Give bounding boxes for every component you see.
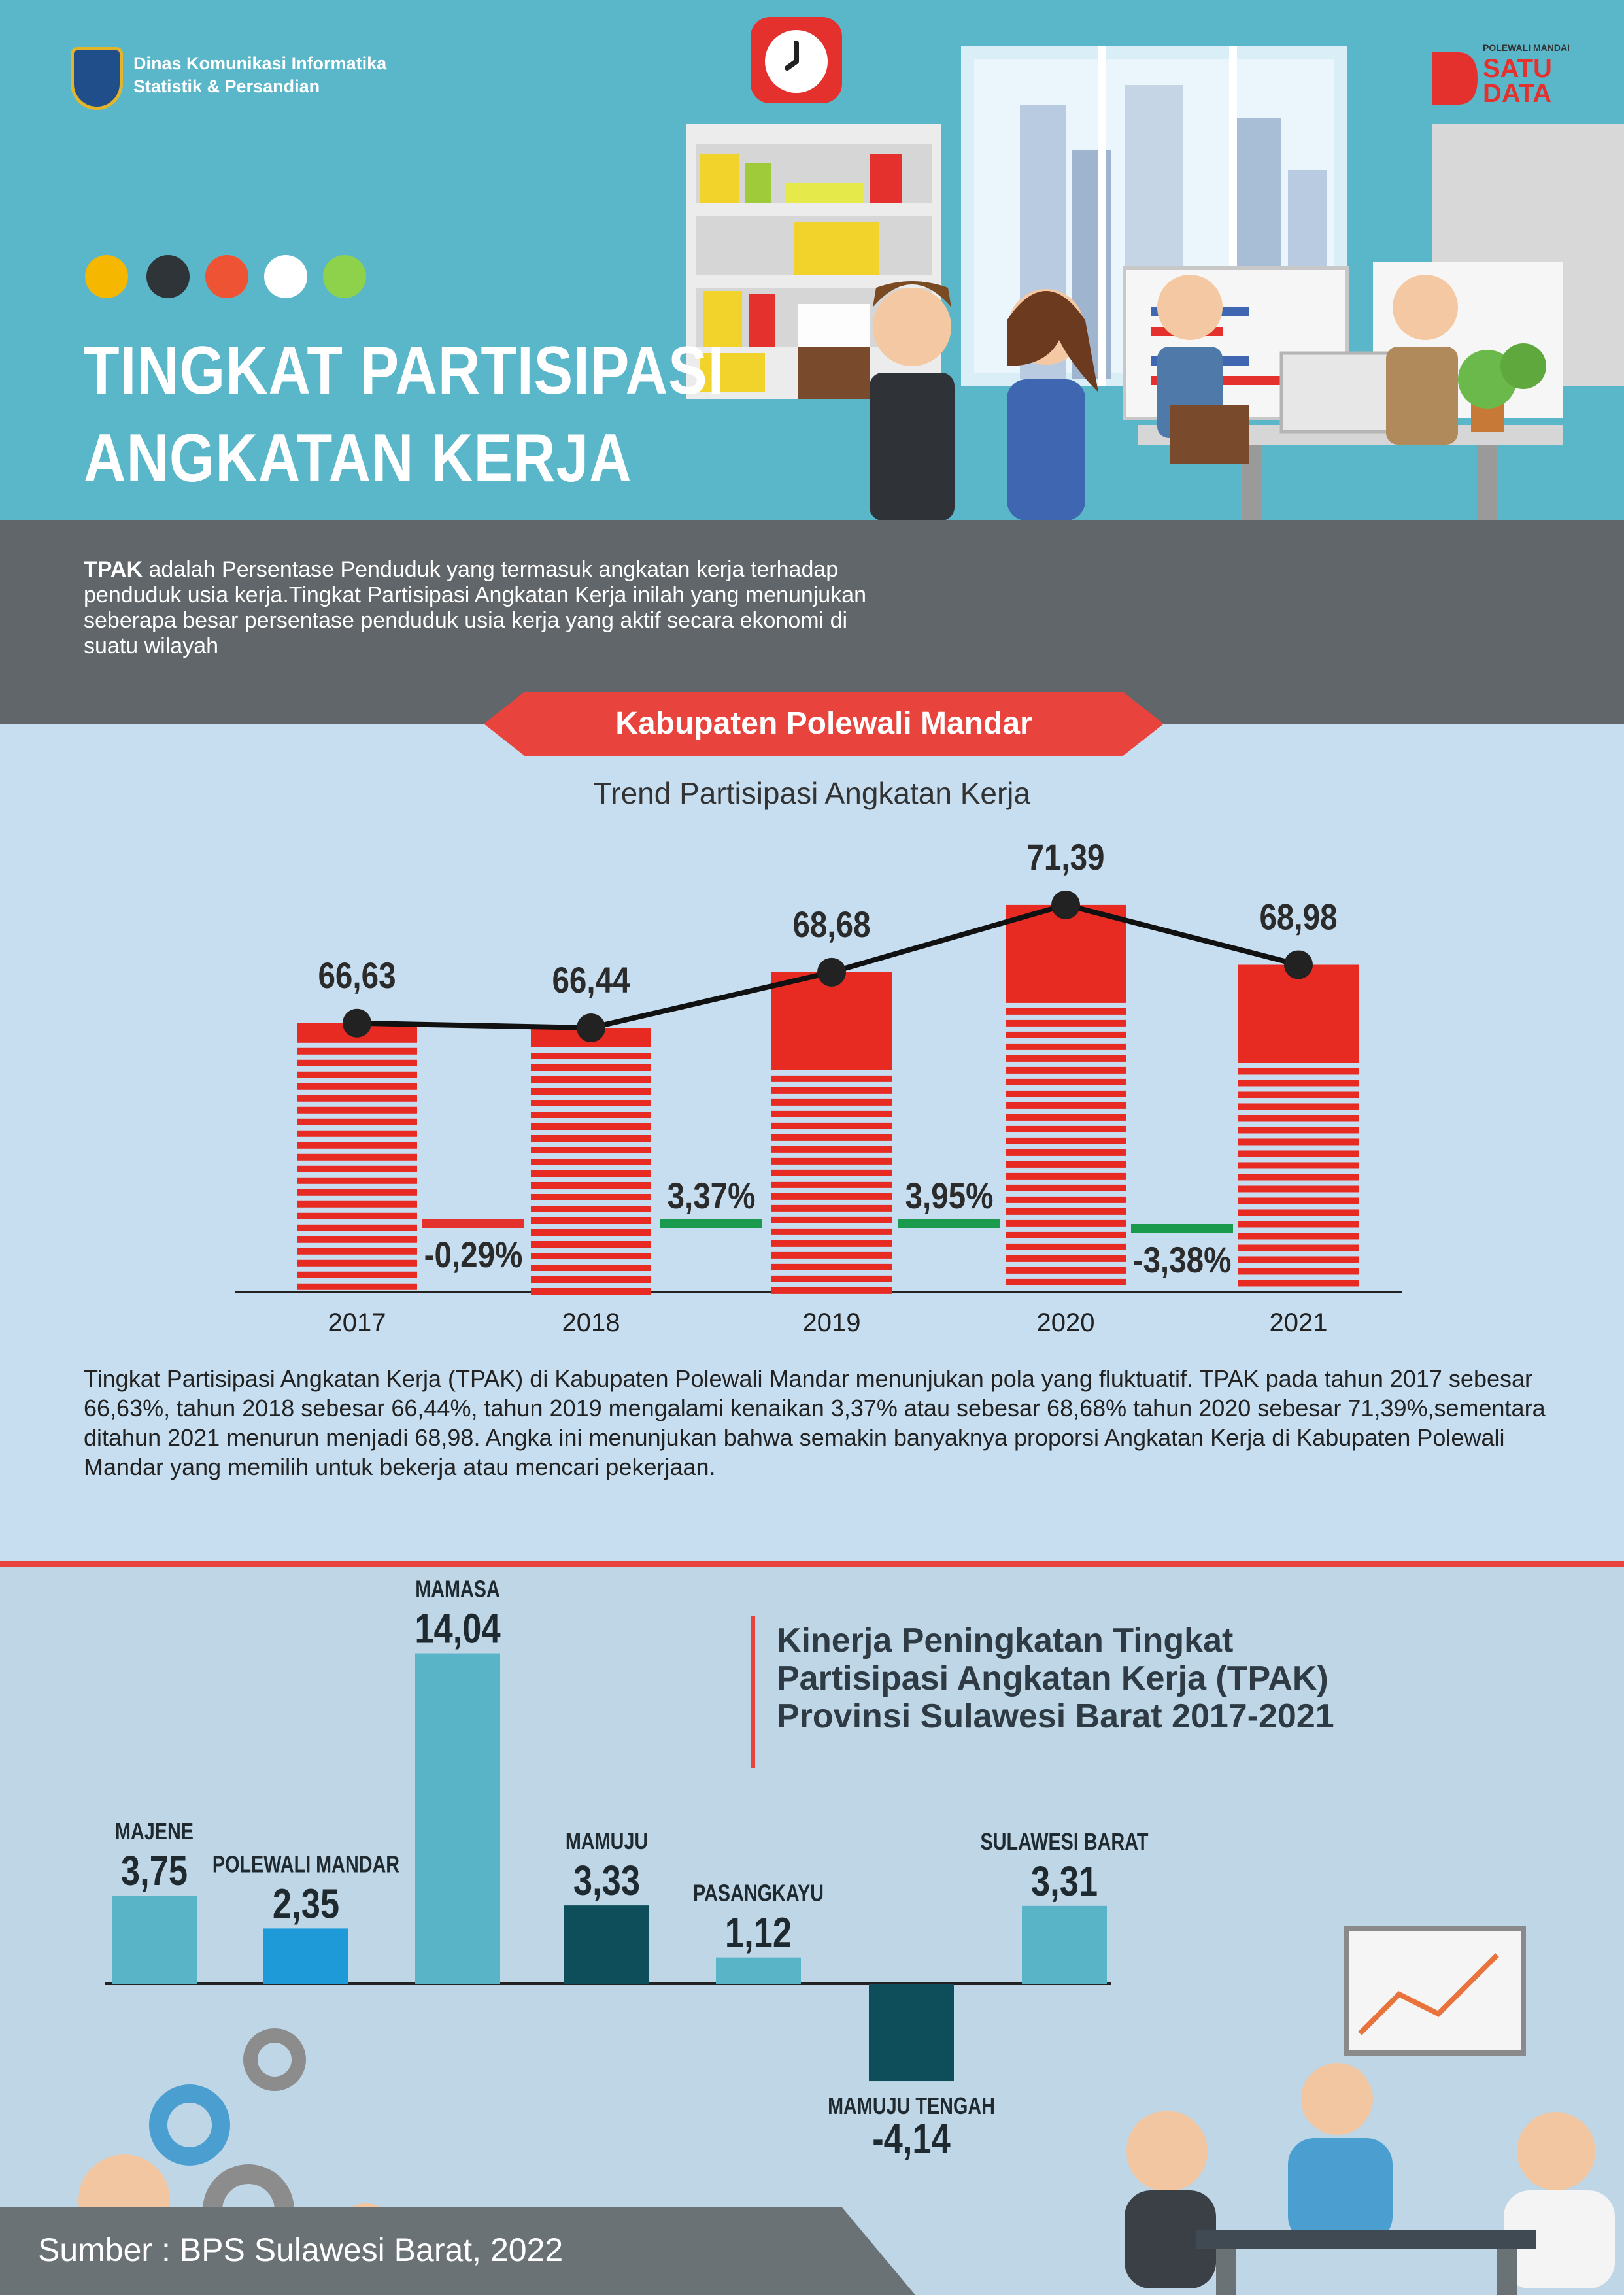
trend-point (577, 1013, 605, 1042)
bar-stripe (531, 1076, 651, 1083)
bar-stripe (771, 1287, 892, 1294)
change-indicator (660, 1176, 762, 1228)
bar-stripe (771, 1158, 892, 1164)
bar-stripe (1238, 1127, 1359, 1133)
bar-stripe (1006, 1267, 1126, 1274)
bar-stripe (771, 1111, 892, 1117)
agency-logo (71, 47, 123, 110)
change-bar (1131, 1224, 1233, 1233)
bar-stripe (531, 1182, 651, 1189)
trend-point (343, 1009, 371, 1038)
bar-stripe (1238, 1068, 1359, 1074)
region-banner-label: Kabupaten Polewali Mandar (615, 706, 1032, 741)
bar-stripe (1006, 1044, 1126, 1050)
bar-stripe (771, 1087, 892, 1094)
bar-stripe (1238, 1080, 1359, 1086)
page-title (84, 327, 724, 502)
change-label: 3,37% (667, 1176, 756, 1217)
bar-mamasa (415, 1654, 500, 1984)
bar-solid (771, 972, 892, 1070)
bar-stripe (1238, 1244, 1359, 1251)
change-label: -3,38% (1132, 1240, 1232, 1281)
bar-stripe (1238, 1138, 1359, 1145)
bar-2018 (531, 1028, 651, 1295)
category-label: SULAWESI BARAT (980, 1828, 1149, 1855)
bar-stripe (531, 1170, 651, 1177)
bar-stripe (297, 1154, 417, 1161)
bar-stripe (531, 1288, 651, 1295)
bar-stripe (531, 1241, 651, 1248)
bar-stripe (1006, 1185, 1126, 1191)
bar-stripe (297, 1130, 417, 1137)
category-label: MAMUJU (565, 1827, 649, 1854)
bar-stripe (1238, 1209, 1359, 1216)
trend-chart (0, 811, 1624, 1334)
data-label: 1,12 (724, 1909, 792, 1956)
bar-stripe (1238, 1162, 1359, 1168)
data-label: 71,39 (1026, 837, 1105, 878)
bar-2017 (297, 1023, 417, 1290)
bar-stripe (771, 1193, 892, 1200)
bar-stripe (1238, 1268, 1359, 1274)
bar-stripe (1006, 1220, 1126, 1227)
change-label: 3,95% (905, 1176, 994, 1217)
bar-stripe (1006, 1197, 1126, 1203)
intro-term: TPAK (84, 557, 143, 582)
data-label: 66,44 (552, 960, 630, 1001)
bar-mamuju-tengah (869, 1984, 954, 2081)
intro-text (84, 557, 894, 659)
title-line2: ANGKATAN KERJA (84, 420, 632, 496)
bar-stripe (1006, 1279, 1126, 1285)
bar-stripe (297, 1272, 417, 1278)
data-label: 2,35 (272, 1880, 340, 1928)
bar-stripe (1006, 1032, 1126, 1038)
satu-data-mark-icon (1432, 39, 1569, 105)
bar-stripe (297, 1213, 417, 1219)
brand-small: POLEWALI MANDAR (1483, 42, 1569, 53)
bar-stripe (771, 1264, 892, 1270)
color-dot (205, 255, 248, 298)
category-label: PASANGKAYU (693, 1879, 824, 1907)
bar-stripe (771, 1099, 892, 1106)
change-indicator (422, 1219, 524, 1276)
brand-line1: SATU (1483, 54, 1552, 83)
province-title-line3: Provinsi Sulawesi Barat 2017-2021 (777, 1697, 1334, 1735)
x-tick-label: 2019 (802, 1308, 861, 1334)
trend-point (1051, 891, 1080, 919)
intro-definition: adalah Persentase Penduduk yang termasuk angkatan kerja terhadap penduduk usia kerja.Tingkat Partisipasi Angkatan Kerja inilah yang menunjukan seberapa besar persentase penduduk usia kerja yang aktif secara ekonomi di suatu wilayah (84, 557, 867, 658)
data-label: 68,68 (792, 904, 871, 945)
bar-stripe (1238, 1103, 1359, 1110)
category-label: MAMASA (415, 1575, 500, 1603)
bar-stripe (297, 1225, 417, 1231)
bar-stripe (771, 1217, 892, 1223)
category-label: POLEWALI MANDAR (212, 1850, 400, 1878)
bar-stripe (297, 1178, 417, 1184)
bar-stripe (1238, 1091, 1359, 1098)
data-label: -4,14 (872, 2116, 951, 2163)
category-label: MAMUJU TENGAH (828, 2092, 995, 2119)
bar-pasangkayu (716, 1958, 801, 1984)
data-label: 14,04 (414, 1605, 501, 1652)
bar-stripe (531, 1112, 651, 1118)
trend-point (817, 958, 846, 987)
header-panel (0, 0, 1624, 520)
bar-stripe (1238, 1185, 1359, 1192)
bar-stripe (1238, 1221, 1359, 1227)
bar-majene (112, 1896, 197, 1984)
province-chart (0, 1563, 1624, 2295)
bar-stripe (531, 1123, 651, 1130)
bar-stripe (1006, 1232, 1126, 1238)
x-tick-label: 2021 (1269, 1308, 1328, 1334)
bar-stripe (531, 1276, 651, 1283)
bar-2021 (1238, 964, 1359, 1286)
bar-stripe (1006, 1161, 1126, 1168)
agency-name (133, 52, 386, 98)
bar-stripe (771, 1146, 892, 1153)
bar-stripe (297, 1260, 417, 1266)
bar-stripe (1238, 1256, 1359, 1263)
agency-name-line1: Dinas Komunikasi Informatika (133, 54, 387, 73)
bar-stripe (1006, 1138, 1126, 1144)
brand-line2: DATA (1483, 79, 1552, 105)
bar-stripe (1238, 1197, 1359, 1204)
bar-mamuju (564, 1905, 649, 1984)
province-title-line1: Kinerja Peningkatan Tingkat (777, 1622, 1234, 1659)
change-bar (660, 1219, 762, 1228)
color-dot (85, 255, 128, 298)
bar-stripe (531, 1147, 651, 1153)
bar-stripe (531, 1053, 651, 1059)
bar-stripe (531, 1064, 651, 1071)
data-label: 68,98 (1259, 896, 1338, 938)
bar-solid (1238, 964, 1359, 1062)
bar-stripe (1238, 1115, 1359, 1121)
change-bar (898, 1219, 1000, 1228)
bar-stripe (297, 1166, 417, 1172)
data-label: 3,75 (120, 1848, 188, 1895)
bar-stripe (1006, 1208, 1126, 1215)
source-label: Sumber : BPS Sulawesi Barat, 2022 (38, 2232, 564, 2268)
data-label: 66,63 (318, 955, 396, 996)
bar-stripe (531, 1253, 651, 1259)
clock-face (765, 30, 828, 93)
bar-stripe (531, 1159, 651, 1165)
bar-sulawesi-barat (1022, 1906, 1107, 1984)
bar-stripe (1006, 1008, 1126, 1015)
agency-name-line2: Statistik & Persandian (133, 76, 320, 96)
bar-stripe (297, 1095, 417, 1102)
bar-stripe (771, 1240, 892, 1247)
bar-stripe (771, 1229, 892, 1235)
bar-stripe (1006, 1149, 1126, 1156)
bar-stripe (531, 1135, 651, 1142)
bar-stripe (1006, 1255, 1126, 1262)
bar-stripe (531, 1206, 651, 1212)
bar-stripe (297, 1189, 417, 1196)
bar-stripe (531, 1100, 651, 1106)
bar-stripe (531, 1265, 651, 1271)
bar-stripe (297, 1107, 417, 1114)
bar-2020 (1006, 905, 1126, 1285)
bar-stripe (1006, 1244, 1126, 1250)
bar-stripe (771, 1170, 892, 1176)
satu-data-logo (1432, 39, 1569, 105)
bar-2019 (771, 972, 892, 1294)
bar-stripe (1238, 1280, 1359, 1286)
bar-stripe (771, 1252, 892, 1259)
bar-stripe (1238, 1150, 1359, 1157)
bar-stripe (771, 1076, 892, 1082)
bar-stripe (771, 1134, 892, 1141)
bar-stripe (1238, 1174, 1359, 1180)
change-indicator (898, 1176, 1000, 1228)
color-dot (146, 255, 190, 298)
bar-stripe (297, 1284, 417, 1290)
bar-stripe (297, 1060, 417, 1066)
bar-stripe (1006, 1091, 1126, 1097)
color-dot (323, 255, 366, 298)
x-tick-label: 2018 (562, 1308, 620, 1334)
title-line1: TINGKAT PARTISIPASI (84, 333, 725, 409)
bar-stripe (297, 1248, 417, 1255)
bar-stripe (771, 1276, 892, 1282)
trend-point (1284, 950, 1313, 979)
trend-chart-title: Trend Partisipasi Angkatan Kerja (593, 776, 1031, 810)
bar-stripe (531, 1217, 651, 1224)
bar-stripe (1006, 1067, 1126, 1074)
x-tick-label: 2017 (328, 1308, 386, 1334)
color-dot (264, 255, 307, 298)
bar-stripe (531, 1088, 651, 1095)
bar-stripe (1006, 1020, 1126, 1027)
bar-stripe (1006, 1055, 1126, 1062)
province-title-line2: Partisipasi Angkatan Kerja (TPAK) (777, 1659, 1328, 1697)
bar-stripe (297, 1072, 417, 1078)
change-bar (422, 1219, 524, 1228)
trend-description: Tingkat Partisipasi Angkatan Kerja (TPAK) di Kabupaten Polewali Mandar menunjukan pola yang fluktuatif. TPAK pada tahun 2017 sebesar 66,63%, tahun 2018 sebesar 66,44%, tahun 2019 mengalami kenaikan 3,37% atau sebesar 68,68% tahun 2020 sebesar 71,39%,sementara ditahun 2021 menurun menjadi 68,98. Angka ini menunjukan bahwa semakin banyaknya proporsi Angkatan Kerja di Kabupaten Polewali Mandar yang memilih untuk bekerja atau mencari pekerjaan. (84, 1365, 1546, 1480)
change-label: -0,29% (424, 1234, 523, 1276)
bar-stripe (297, 1048, 417, 1055)
bar-stripe (297, 1119, 417, 1125)
bar-polewali-mandar (263, 1928, 348, 1984)
bar-stripe (1238, 1232, 1359, 1239)
bar-stripe (297, 1142, 417, 1149)
bar-stripe (1006, 1079, 1126, 1085)
bar-stripe (1006, 1126, 1126, 1132)
bar-stripe (297, 1083, 417, 1090)
bar-stripe (771, 1205, 892, 1212)
data-label: 3,33 (573, 1858, 641, 1905)
data-label: 3,31 (1030, 1858, 1098, 1905)
bar-stripe (1006, 1173, 1126, 1180)
category-label: MAJENE (115, 1817, 194, 1844)
clock-hands-icon (765, 30, 828, 93)
bar-stripe (297, 1201, 417, 1208)
bar-stripe (531, 1194, 651, 1200)
change-indicator (1131, 1224, 1233, 1281)
x-tick-label: 2020 (1036, 1308, 1095, 1334)
bar-stripe (297, 1236, 417, 1243)
bar-stripe (771, 1123, 892, 1129)
bar-stripe (531, 1229, 651, 1236)
bar-stripe (771, 1182, 892, 1188)
bar-stripe (1006, 1102, 1126, 1109)
bar-stripe (1006, 1114, 1126, 1121)
